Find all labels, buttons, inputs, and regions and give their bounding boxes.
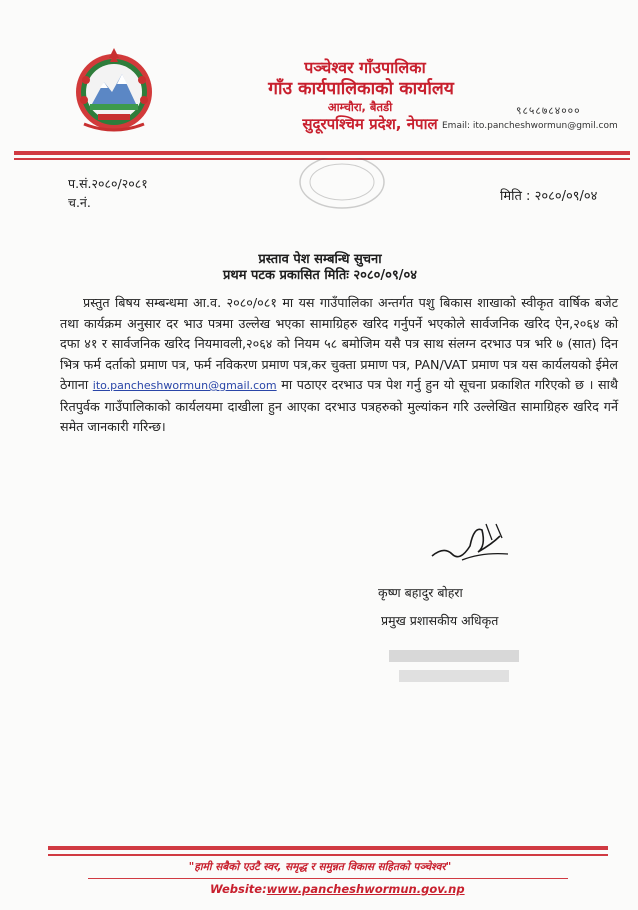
office-stamp-icon	[296, 158, 388, 214]
footer-website	[210, 882, 465, 896]
dispatch-number: च.नं.	[68, 195, 91, 210]
reference-block	[68, 174, 148, 212]
notice-body	[60, 293, 618, 438]
letter-number: प.सं.२०८०/२०८१	[68, 176, 148, 191]
signatory-title: प्रमुख प्रशासकीय अधिकृत	[381, 613, 499, 628]
nepal-emblem-icon	[72, 44, 156, 134]
faded-name-stamp-icon	[385, 644, 525, 690]
letter-date: मिति : २०८०/०९/०४	[500, 189, 598, 204]
signatory-name: कृष्ण बहादुर बोहरा	[378, 585, 463, 600]
footer-divider-thick	[48, 846, 608, 850]
subject-block	[120, 252, 520, 284]
website-link[interactable]: www.pancheshwormun.gov.np	[266, 882, 465, 896]
body-text-part1: प्रस्तुत बिषय सम्बन्धमा आ.व. २०८०/०८१ मा यस गाउँपालिका अन्तर्गत पशु बिकास शाखाको स्वीकृत वार्षिक बजेट तथा कार्यक्रम अनुसार दर भाउ पत्रमा उल्लेख भएका सामाग्रिहरु खरिद गर्नुपर्ने भएकोले सार्वजनिक खरिद ऐन,२०६४ को दफा ४१ र सार्वजनिक खरिद नियमावली,२०६४ को नियम ५८ बमोजिम यसै पत्र साथ संलग्न दरभाउ पत्र भरि ७ (सात) दिन भित्र फर्म दर्ताको प्रमाण पत्र, फर्म नविकरण प्रमाण पत्र,कर चुक्ता प्रमाण पत्र, PAN/VAT प्रमाण पत्र यस कार्यलयको ईमेल ठेगाना	[60, 295, 618, 392]
body-email-link[interactable]: ito.pancheshwormun@gmail.com	[92, 379, 277, 392]
office-name: गाँउ कार्यपालिकाको कार्यालय	[268, 79, 454, 99]
publication-date-line: प्रथम पटक प्रकासित मितिः २०८०/०९/०४	[223, 268, 417, 283]
header-divider-thick	[14, 151, 630, 155]
footer-divider-bottom	[88, 878, 568, 879]
footer-divider-thin	[48, 854, 608, 856]
signature-icon	[422, 516, 518, 570]
footer-slogan: "हामी सबैको एउटै स्वर, समृद्ध र समुन्नत विकास सहितको पञ्चेश्वर"	[188, 861, 452, 873]
province-name: सुदूरपश्चिम प्रदेश, नेपाल	[302, 115, 438, 133]
subject-line: प्रस्ताव पेश सम्बन्धि सुचना	[258, 252, 382, 267]
website-label: Website:	[210, 882, 267, 896]
body-text-part2: मा पठाएर दरभाउ पत्र पेश गर्नु हुन यो सूचना प्रकाशित गरिएको छ । साथै रितपुर्वक गाउँपालिकाको कार्यलयमा दाखीला हुन आएका दरभाउ पत्रहरुको मुल्यांकन गरि उल्लेखित सामाग्रिहरु खरिद गर्ने समेत जानकारी गरिन्छ।	[60, 377, 618, 434]
phone-number: ९८५८७८४०००	[516, 105, 581, 117]
header-email: Email: ito.pancheshwormun@gmil.com	[442, 121, 618, 131]
municipality-name: पञ्चेश्वर गाँउपालिका	[304, 58, 426, 77]
office-address: आम्चौरा, बैतडी	[327, 100, 393, 114]
